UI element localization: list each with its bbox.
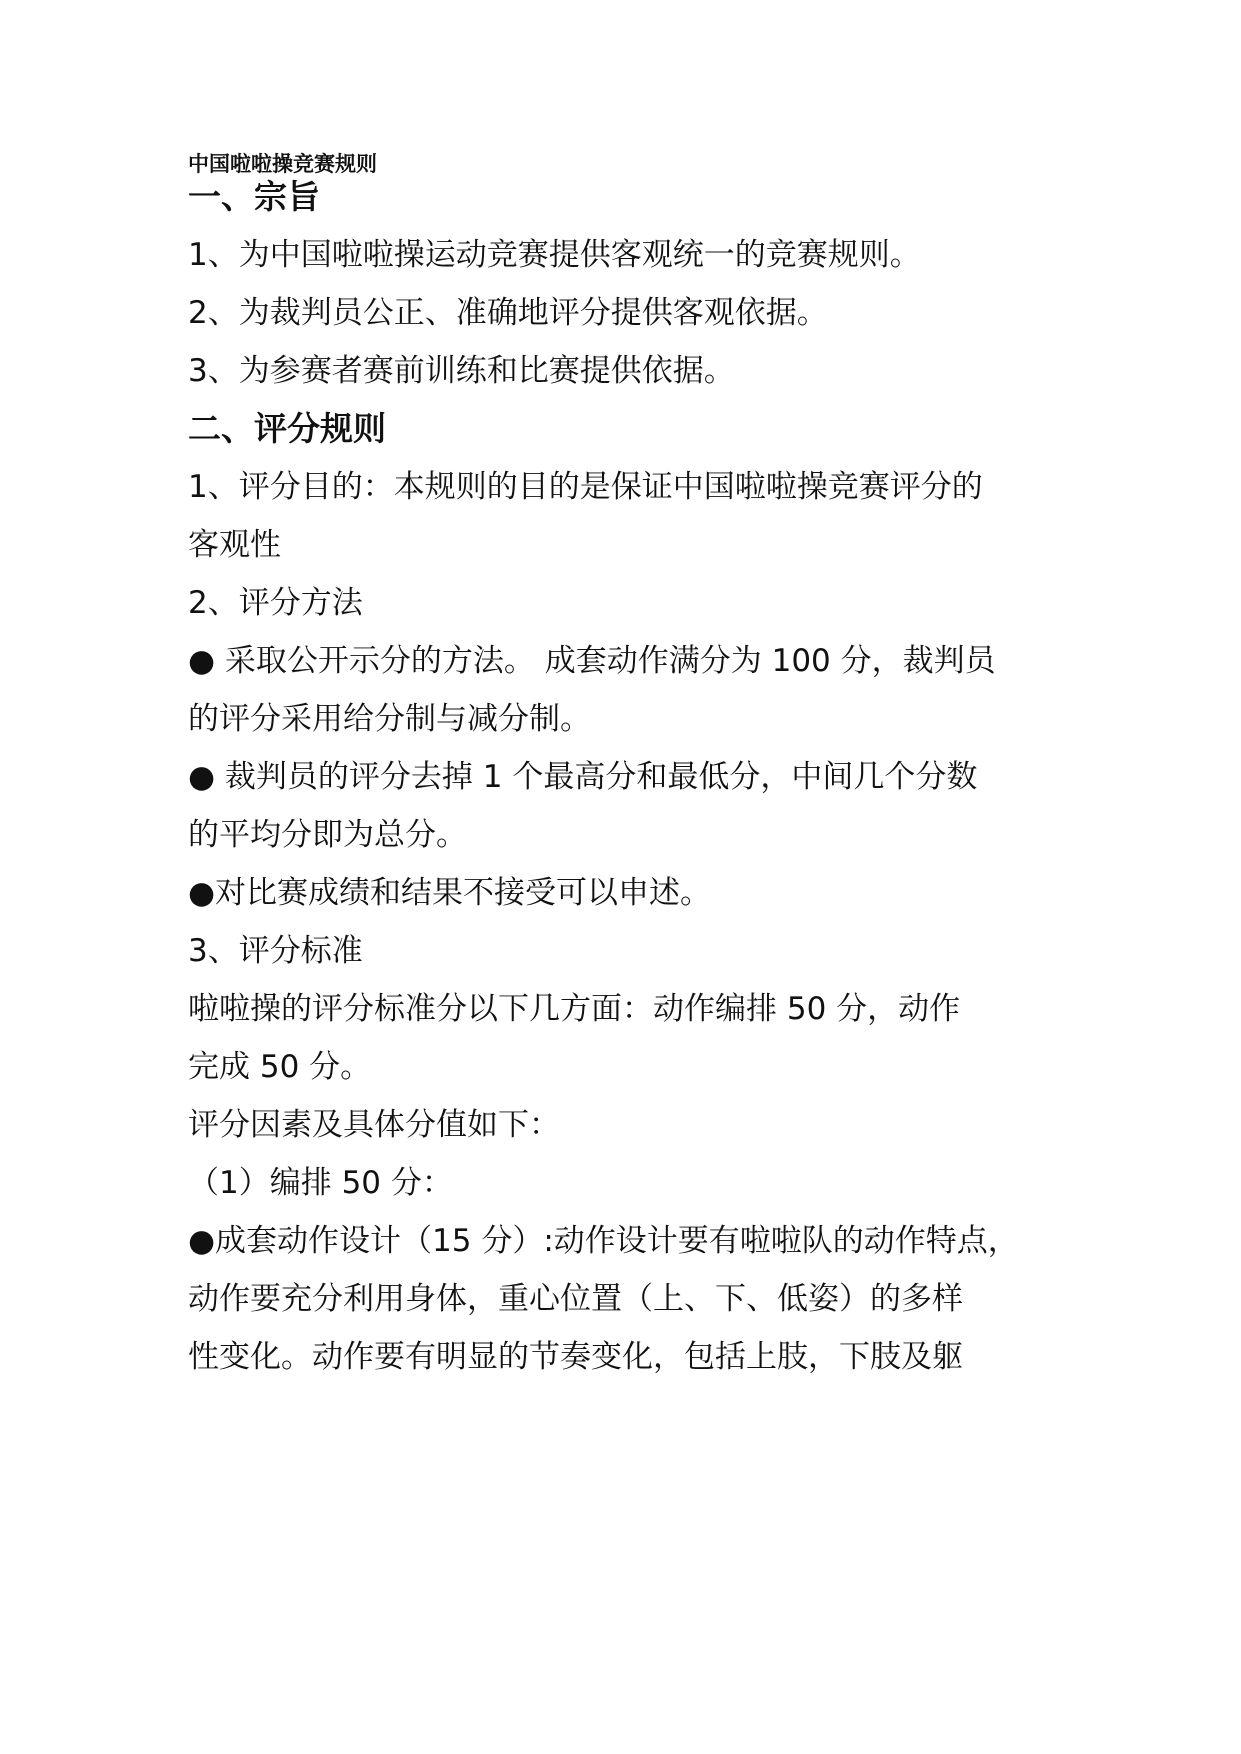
- method-bullet-1-line-1: ● 采取公开示分的方法。 成套动作满分为 100 分，裁判员: [188, 643, 996, 679]
- scoring-purpose-line-1: 1、评分目的：本规则的目的是保证中国啦啦操竞赛评分的: [188, 469, 983, 505]
- method-bullet-2-line-1: ● 裁判员的评分去掉 1 个最高分和最低分，中间几个分数: [188, 759, 978, 795]
- scoring-factors-heading: 评分因素及具体分值如下：: [188, 1107, 560, 1143]
- purpose-item-2: 2、为裁判员公正、准确地评分提供客观依据。: [188, 295, 828, 331]
- scoring-purpose-line-2: 客观性: [188, 527, 281, 563]
- section-heading-purpose: 一、宗旨: [188, 177, 320, 216]
- method-bullet-2-line-2: 的平均分即为总分。: [188, 817, 467, 853]
- choreography-heading: （1）编排 50 分：: [188, 1165, 453, 1201]
- choreography-bullet-line-2: 动作要充分利用身体，重心位置（上、下、低姿）的多样: [188, 1281, 963, 1317]
- scoring-method-heading: 2、评分方法: [188, 585, 363, 621]
- choreography-bullet-line-3: 性变化。动作要有明显的节奏变化，包括上肢，下肢及躯: [188, 1339, 963, 1375]
- document-title: 中国啦啦操竞赛规则: [188, 152, 377, 176]
- method-bullet-1-line-2: 的评分采用给分制与减分制。: [188, 701, 591, 737]
- scoring-standard-line-2: 完成 50 分。: [188, 1049, 372, 1085]
- choreography-bullet-line-1: ●成套动作设计（15 分）:动作设计要有啦啦队的动作特点，: [188, 1223, 1019, 1259]
- purpose-item-3: 3、为参赛者赛前训练和比赛提供依据。: [188, 353, 735, 389]
- scoring-standard-heading: 3、评分标准: [188, 933, 363, 969]
- scoring-standard-line-1: 啦啦操的评分标准分以下几方面：动作编排 50 分，动作: [188, 991, 961, 1027]
- method-bullet-3: ●对比赛成绩和结果不接受可以申述。: [188, 875, 712, 911]
- purpose-item-1: 1、为中国啦啦操运动竞赛提供客观统一的竞赛规则。: [188, 237, 921, 273]
- section-heading-scoring-rules: 二、评分规则: [188, 409, 386, 448]
